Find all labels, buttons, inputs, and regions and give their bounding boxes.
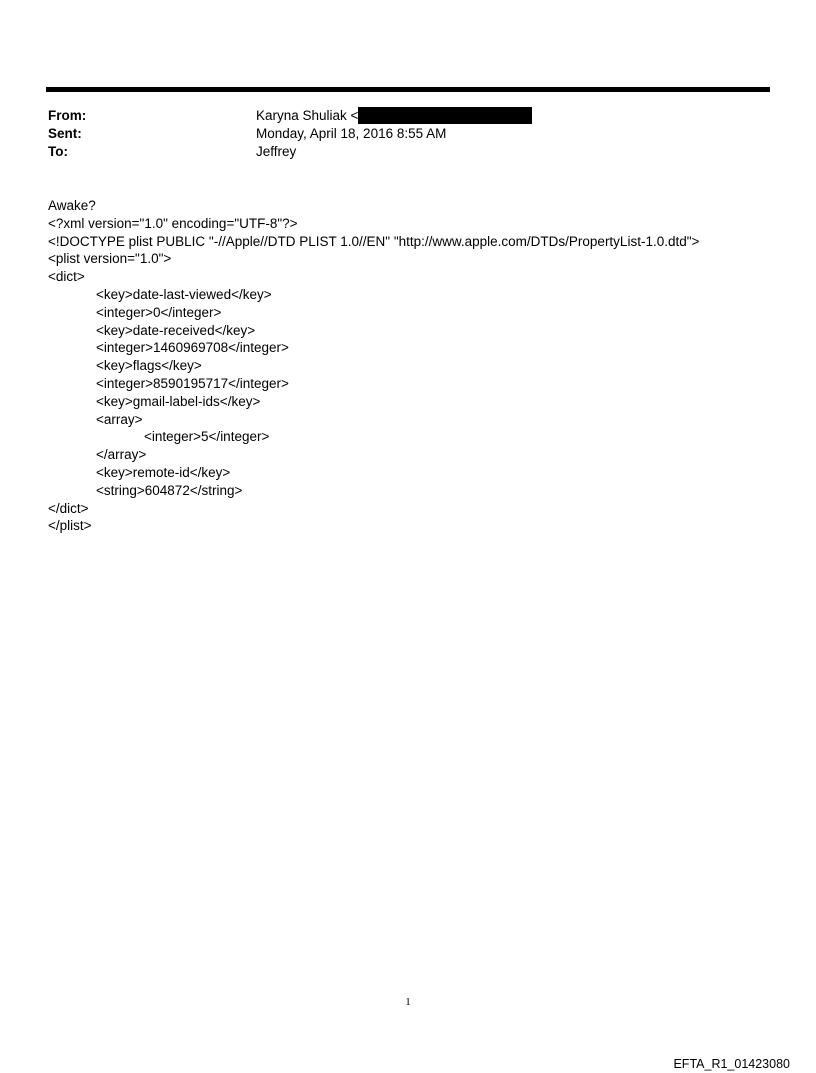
sent-value: Monday, April 18, 2016 8:55 AM <box>256 126 447 141</box>
email-header <box>48 107 768 161</box>
from-value <box>256 107 532 125</box>
body-line: <key>date-received</key> <box>96 322 256 338</box>
body-line: <plist version="1.0"> <box>48 251 172 267</box>
body-line: <integer>1460969708</integer> <box>96 340 289 356</box>
from-name: Karyna Shuliak < <box>256 108 359 123</box>
from-row <box>48 107 768 125</box>
body-line: <integer>5</integer> <box>144 429 270 445</box>
body-line: <integer>8590195717</integer> <box>96 375 289 391</box>
body-line: <key>remote-id</key> <box>96 464 231 480</box>
body-line: <key>gmail-label-ids</key> <box>96 393 261 409</box>
document-id: EFTA_R1_01423080 <box>673 1057 790 1071</box>
body-line: <key>date-last-viewed</key> <box>96 286 272 302</box>
body-line: </dict> <box>48 500 89 516</box>
email-body <box>48 197 768 535</box>
body-line: <?xml version="1.0" encoding="UTF-8"?> <box>48 215 298 231</box>
body-line: </plist> <box>48 518 92 534</box>
body-line: <!DOCTYPE plist PUBLIC "-//Apple//DTD PLIST 1.0//EN" "http://www.apple.com/DTDs/PropertyList-1.0.dtd"> <box>48 233 700 249</box>
sent-row <box>48 125 768 143</box>
body-line: <array> <box>96 411 143 427</box>
body-line: <string>604872</string> <box>96 482 243 498</box>
body-line: </array> <box>96 447 147 463</box>
from-label: From: <box>48 108 87 123</box>
body-line: Awake? <box>48 198 96 213</box>
body-line: <key>flags</key> <box>96 358 202 374</box>
redaction-box <box>358 107 532 124</box>
top-rule <box>46 87 770 92</box>
to-value: Jeffrey <box>256 144 297 159</box>
to-row <box>48 143 768 161</box>
page-number: 1 <box>405 996 411 1008</box>
body-line: <integer>0</integer> <box>96 304 222 320</box>
to-label: To: <box>48 144 68 159</box>
body-line: <dict> <box>48 269 85 285</box>
sent-label: Sent: <box>48 126 82 141</box>
